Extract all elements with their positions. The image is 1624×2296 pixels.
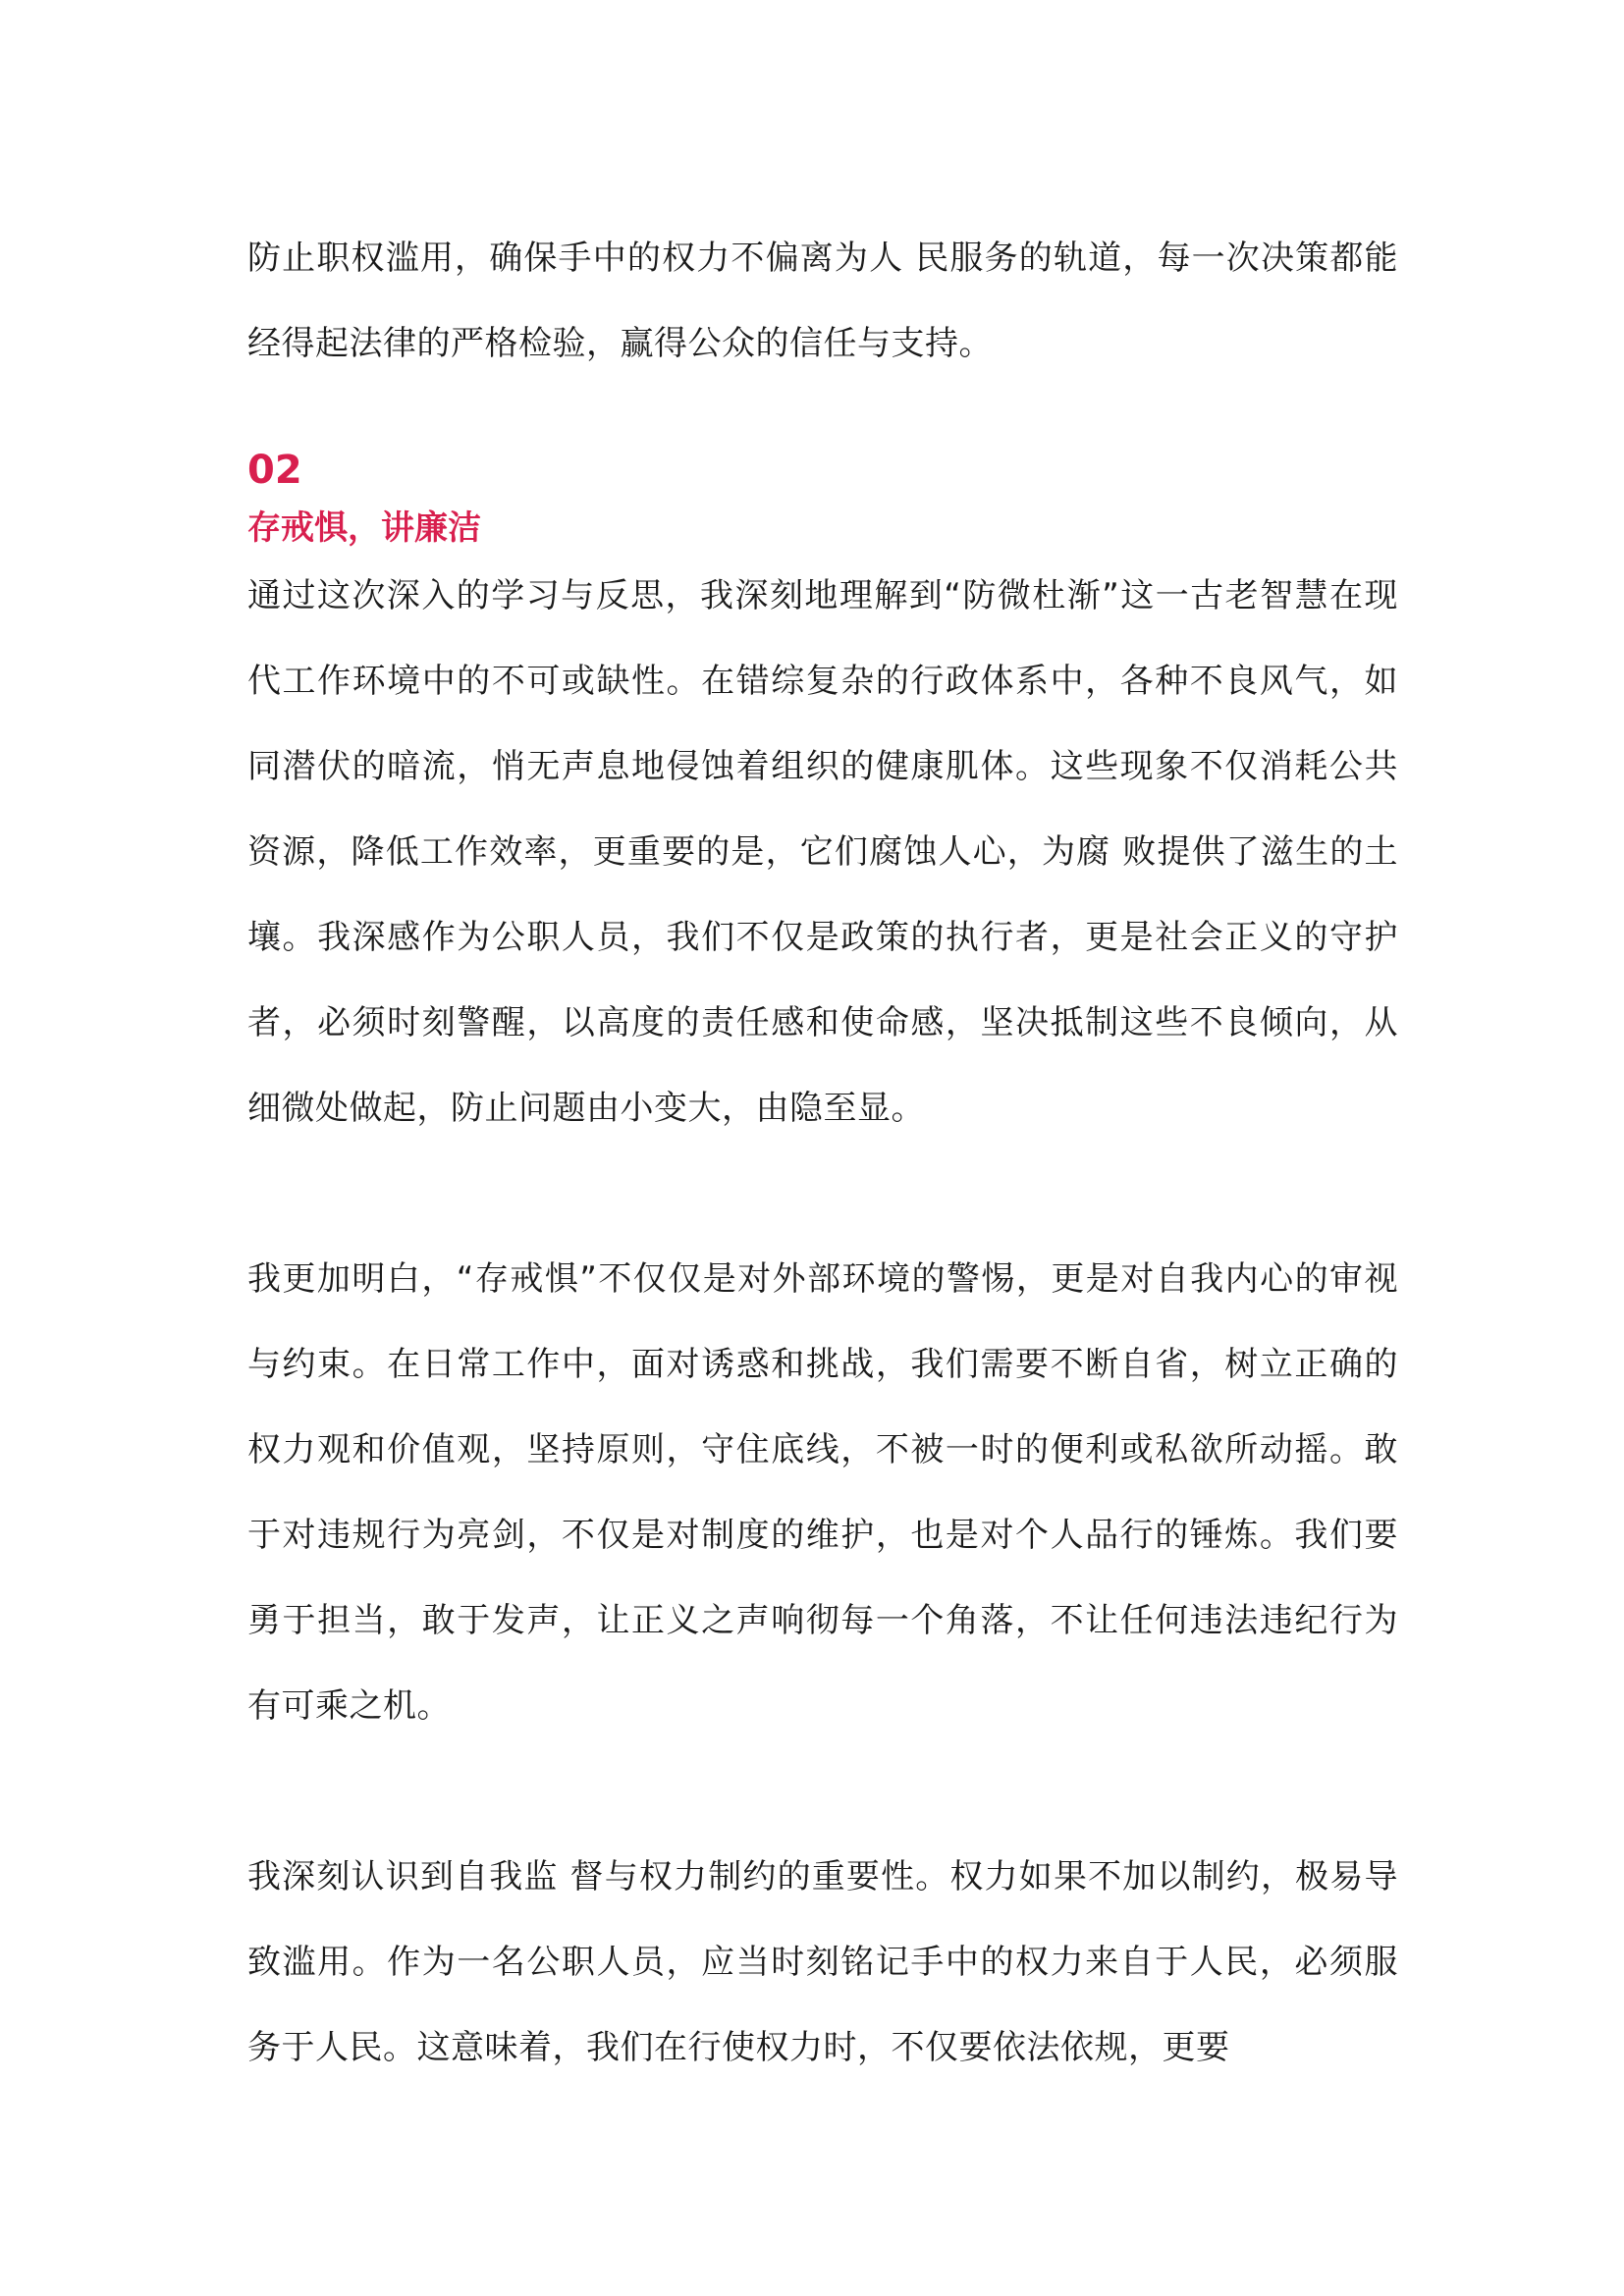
intro-paragraph: 防止职权滥用，确保手中的权力不偏离为人 民服务的轨道，每一次决策都能经得起法律的严格检验，赢得公众的信任与支持。 bbox=[247, 239, 1398, 363]
section-number: 02 bbox=[247, 448, 302, 493]
section-paragraph-1: 通过这次深入的学习与反思，我深刻地理解到“防微杜渐”这一古老智慧在现代工作环境中的不可或缺性。在错综复杂的行政体系中，各种不良风气，如同潜伏的暗流，悄无声息地侵蚀着组织的健康肌体。这些现象不仅消耗公共资源，降低工作效率，更重要的是，它们腐蚀人心，为腐 败提供了滋生的土壤。我深感作为公职人员，我们不仅是政策的执行者，更是社会正义的守护者，必须时刻警醒，以高度的责任感和使命感，坚决抵制这些不良倾向，从细微处做起，防止问题由小变大，由隐至显。 bbox=[247, 576, 1398, 1128]
section-title: 存戒惧，讲廉洁 bbox=[247, 508, 481, 548]
section-paragraph-3: 我深刻认识到自我监 督与权力制约的重要性。权力如果不加以制约，极易导致滥用。作为一名公职人员，应当时刻铭记手中的权力来自于人民，必须服务于人民。这意味着，我们在行使权力时，不仅要依法依规，更要 bbox=[247, 1857, 1398, 2067]
section-02 bbox=[247, 444, 1398, 2091]
section-body bbox=[247, 554, 1398, 2091]
section-paragraph-2: 我更加明白，“存戒惧”不仅仅是对外部环境的警惕，更是对自我内心的审视与约束。在日常工作中，面对诱惑和挑战，我们需要不断自省，树立正确的权力观和价值观，坚持原则，守住底线，不被一时的便利或私欲所动摇。敢于对违规行为亮剑，不仅是对制度的维护，也是对个人品行的锤炼。我们要勇于担当，敢于发声，让正义之声响彻每一个角落，不让任何违法违纪行为有可乘之机。 bbox=[247, 1259, 1398, 1726]
document-content bbox=[247, 216, 1398, 2091]
